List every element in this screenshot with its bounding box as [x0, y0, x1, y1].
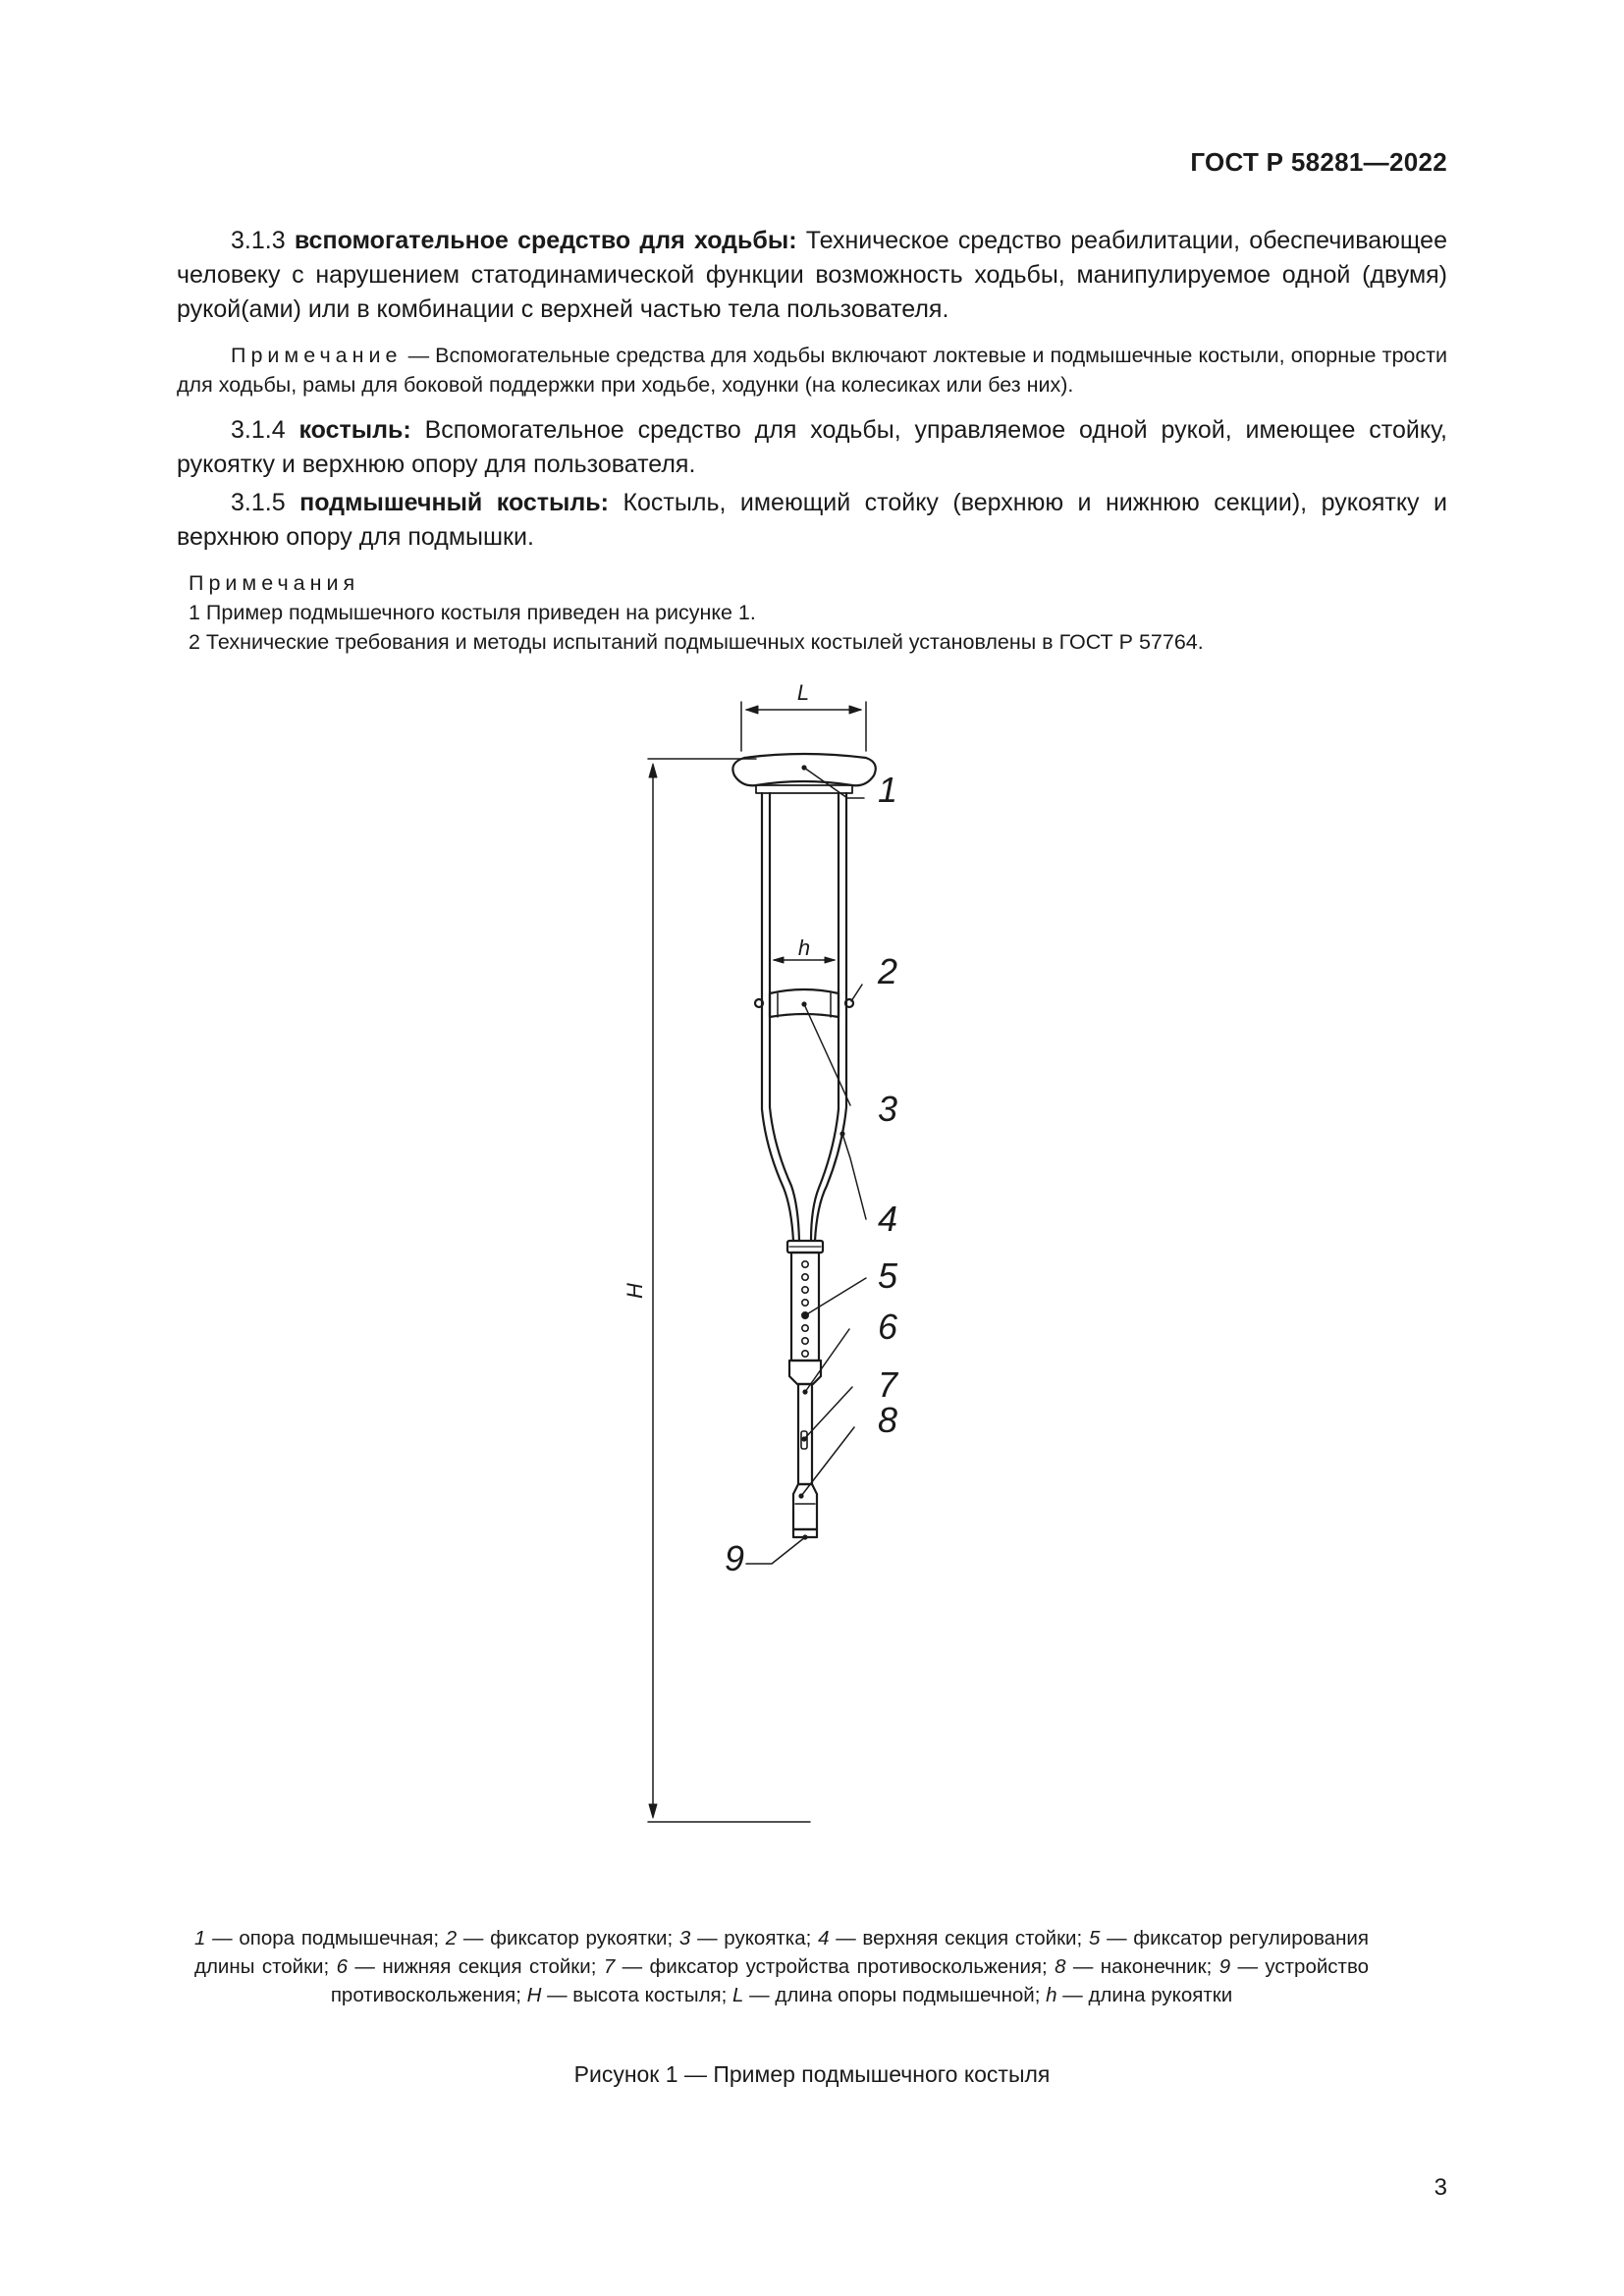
legend-item: 3 — рукоятка; — [678, 1927, 819, 1949]
legend-item: 8 — наконечник; — [1055, 1955, 1219, 1978]
definition-3-1-3: 3.1.3 вспомогательное средство для ходьбы: Техническое средство реабилитации, обеспечивающее человеку с нарушением статодинамической функции возможность ходьбы, манипулируемое одной (двумя) рукой(ами) или в комбинации с верхней частью тела пользователя. — [177, 227, 1447, 323]
legend-item: 1 — опора подмышечная; — [194, 1927, 446, 1949]
notes-heading: Примечания — [189, 571, 360, 595]
callout-7: 7 — [878, 1364, 898, 1405]
figure-caption: Рисунок 1 — Пример подмышечного костыля — [573, 2061, 1051, 2087]
standard-code: ГОСТ Р 58281—2022 — [1190, 147, 1447, 177]
term: подмышечный костыль: — [299, 489, 609, 516]
legend-item: L — длина опоры подмышечной; — [732, 1984, 1047, 2006]
callout-6: 6 — [878, 1307, 898, 1347]
note-item-1: 1 Пример подмышечного костыля приведен на рисунке 1. — [189, 601, 756, 624]
note-single: Примечание — Вспомогательные средства для ходьбы включают локтевые и подмышечные костыли, опорные трости для ходьбы, рамы для боковой поддержки при ходьбе, ходунки (на колесиках или без них). — [177, 344, 1447, 397]
callout-3: 3 — [878, 1089, 898, 1129]
crutch-figure — [609, 677, 1001, 1885]
page-number: 3 — [1434, 2174, 1447, 2201]
legend-item: 9 — устройство противоскольжения; — [330, 1955, 1370, 2006]
callout-1: 1 — [878, 770, 898, 810]
callout-2: 2 — [878, 951, 898, 991]
callout-9: 9 — [725, 1538, 745, 1578]
definition-3-1-4: 3.1.4 костыль: Вспомогательное средство для ходьбы, управляемое одной рукой, имеющее стойку, рукоятку и верхнюю опору для пользователя. — [177, 416, 1448, 478]
dim-label-L: L — [796, 680, 810, 705]
legend-item: 7 — фиксатор устройства противоскольжения; — [603, 1955, 1056, 1978]
lower-tube — [798, 1384, 812, 1484]
crutch-drawing — [609, 677, 1001, 1885]
figure-legend — [194, 1924, 1369, 2009]
term: костыль: — [298, 416, 411, 444]
callout-5: 5 — [878, 1255, 898, 1296]
legend-item: 2 — фиксатор рукоятки; — [445, 1927, 679, 1949]
document-body — [177, 224, 1447, 657]
callout-8: 8 — [878, 1400, 898, 1440]
legend-item: 5 — фиксатор регулирования длины стойки; — [194, 1927, 1369, 1978]
legend-item: 4 — верхняя секция стойки; — [818, 1927, 1089, 1949]
definition-3-1-5: 3.1.5 подмышечный костыль: Костыль, имеющий стойку (верхнюю и нижнюю секции), рукоятку и верхнюю опору для подмышки. — [177, 489, 1447, 551]
legend-item: 6 — нижняя секция стойки; — [336, 1955, 604, 1978]
legend-item: h — длина рукоятки — [1046, 1984, 1233, 2006]
legend-item: H — высота костыля; — [526, 1984, 733, 2006]
dim-label-H: H — [623, 1283, 647, 1299]
dim-label-h: h — [797, 935, 811, 960]
note-item-2: 2 Технические требования и методы испытаний подмышечных костылей установлены в ГОСТ Р 57764. — [189, 630, 1204, 654]
lower-clamp — [789, 1361, 821, 1384]
term: вспомогательное средство для ходьбы: — [294, 227, 797, 254]
callout-4: 4 — [878, 1199, 898, 1239]
